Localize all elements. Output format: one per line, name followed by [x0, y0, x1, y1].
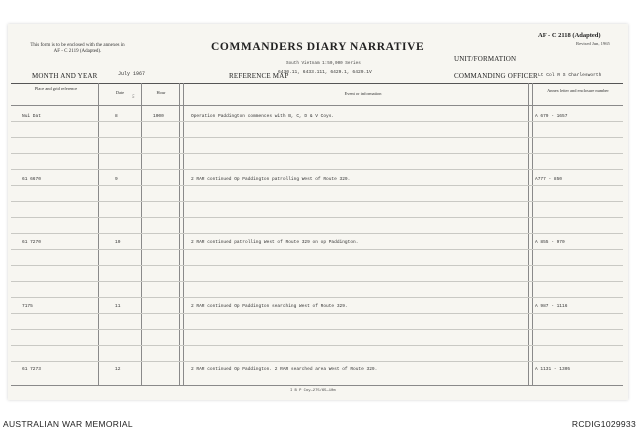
ruled-line — [11, 153, 623, 154]
pencil-annotation: 5 — [132, 95, 135, 100]
ruled-line — [11, 201, 623, 202]
ruled-line — [11, 297, 623, 298]
ruled-line — [11, 361, 623, 362]
ruled-line — [11, 185, 623, 186]
ruled-line — [11, 169, 623, 170]
month-year-label: MONTH AND YEAR — [32, 72, 98, 80]
record-id: RCDIG1029933 — [571, 419, 636, 429]
ruled-line — [11, 121, 623, 122]
row-2-date: 9 — [115, 177, 118, 182]
row-5-event: 2 RAR continued Op Paddington. 2 RAR searched area West of Route 329. — [191, 367, 378, 372]
column-header-event: Event or information — [344, 91, 382, 96]
column-divider — [528, 83, 533, 385]
ruled-line — [11, 233, 623, 234]
row-4-annex: A 987 - 1116 — [535, 304, 568, 309]
print-note: I B P Coy—275/65—10m — [290, 389, 336, 393]
ruled-line — [11, 345, 623, 346]
row-5-place: 61 7273 — [22, 367, 41, 372]
row-1-date: 8 — [115, 114, 118, 119]
row-4-event: 2 RAR continued Op Paddington searching West of Route 329. — [191, 304, 348, 309]
ruled-line — [11, 329, 623, 330]
enclosure-note: This form is to be enclosed with the annexes in AF - C 2119 (Adapted). — [30, 43, 125, 54]
row-2-event: 2 RAR continued Op Paddington patrolling West of Route 329. — [191, 177, 351, 182]
row-5-annex: A 1131 - 1305 — [535, 367, 571, 372]
ruled-line — [11, 281, 623, 282]
ruled-line — [11, 249, 623, 250]
map-series: South Vietnam 1:50,000 Series — [286, 61, 361, 66]
ruled-line — [11, 137, 623, 138]
ruled-line — [11, 217, 623, 218]
reference-map-value: 6430.11, 6433.111, 6429.1, 6429.1V — [278, 70, 372, 75]
row-4-place: 7175 — [22, 304, 33, 309]
commanding-officer-label: COMMANDING OFFICER — [454, 72, 538, 80]
row-2-place: 61 6670 — [22, 177, 41, 182]
column-header-place: Place and grid reference — [34, 86, 78, 91]
reference-map-label: REFERENCE MAP — [229, 72, 289, 80]
commanding-officer-value: Lt Col R S Charlesworth — [538, 73, 602, 78]
row-3-place: 61 7270 — [22, 240, 41, 245]
month-year-value: July 1967 — [118, 71, 146, 77]
row-5-date: 12 — [115, 367, 121, 372]
column-divider — [179, 83, 184, 385]
row-2-annex: A777 - 850 — [535, 177, 563, 182]
column-divider — [98, 83, 99, 385]
ruled-line — [11, 265, 623, 266]
diary-sheet — [8, 24, 628, 400]
archive-credit: AUSTRALIAN WAR MEMORIAL — [3, 419, 133, 429]
table-bottom-border — [11, 385, 623, 386]
row-1-place: Nui Dat — [22, 114, 41, 119]
column-header-hour: Hour — [156, 90, 166, 95]
column-divider — [141, 83, 142, 385]
column-header-date: Date — [115, 90, 125, 95]
row-1-event: Operation Paddington commences with B, C, D & V Coys. — [191, 114, 335, 119]
ruled-line — [11, 313, 623, 314]
row-3-annex: A 855 - 970 — [535, 240, 565, 245]
form-code: AF - C 2118 (Adapted) — [538, 32, 601, 39]
column-header-annex: Annex letter and enclosure number — [547, 88, 609, 93]
row-3-date: 10 — [115, 240, 121, 245]
row-1-hour: 1000 — [153, 114, 164, 119]
form-title: COMMANDERS DIARY NARRATIVE — [211, 41, 425, 53]
revised-date: Revised Jun, 1965 — [576, 41, 610, 46]
row-4-date: 11 — [115, 304, 121, 309]
row-1-annex: A 679 - 1657 — [535, 114, 568, 119]
row-3-event: 2 RAR continued patrolling West of Route 329 on op Paddington. — [191, 240, 359, 245]
unit-formation-label: UNIT/FORMATION — [454, 55, 517, 63]
